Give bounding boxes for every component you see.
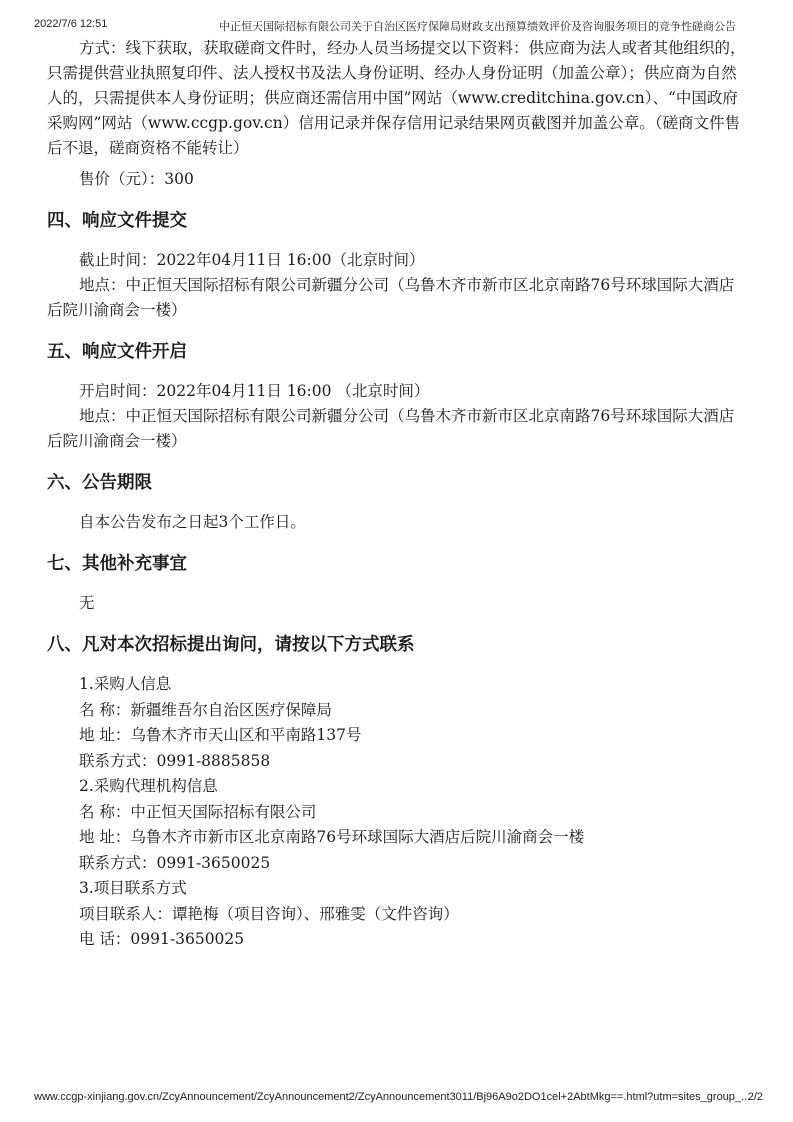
section-heading-notice-period: 六、公告期限 <box>47 473 152 493</box>
project-contact-people: 项目联系人：谭艳梅（项目咨询）、邢雅雯（文件咨询） <box>79 904 459 923</box>
agency-name: 名 称：中正恒天国际招标有限公司 <box>79 802 317 821</box>
section-heading-submission: 四、响应文件提交 <box>47 211 187 231</box>
acquisition-method-text: 方式：线下获取，获取磋商文件时，经办人员当场提交以下资料：供应商为法人或者其他组织的，只需提供营业执照复印件、法人授权书及法人身份证明、经办人身份证明（加盖公章）；供应商为自然人的，只需提供本人身份证明；供应商还需信用中国”网站（www.creditchina.gov.cn）、“中国政府采购网”网站（www.ccgp.gov.cn）信用记录并保存信用记录结果网页截图并加盖公章。（磋商文件售后不退，磋商资格不能转让） <box>47 39 746 157</box>
purchaser-name: 名 称：新疆维吾尔自治区医疗保障局 <box>79 700 332 719</box>
project-contact-title: 3.项目联系方式 <box>79 879 187 897</box>
page-number: 2/2 <box>747 1091 763 1103</box>
purchaser-address: 地 址：乌鲁木齐市天山区和平南路137号 <box>79 726 362 744</box>
section-heading-other-matters: 七、其他补充事宜 <box>47 554 187 574</box>
agency-contact: 联系方式：0991-3650025 <box>79 853 271 872</box>
other-matters-text: 无 <box>79 594 95 612</box>
print-page-title: 中正恒天国际招标有限公司关于自治区医疗保障局财政支出预算绩效评价及咨询服务项目的竞争性磋商公告 <box>219 21 736 33</box>
opening-location: 地点：中正恒天国际招标有限公司新疆分公司（乌鲁木齐市新市区北京南路76号环球国际大酒店后院川渝商会一楼） <box>47 407 735 450</box>
price-text: 售价（元）：300 <box>79 170 194 188</box>
opening-time: 开启时间：2022年04月11日 16:00 （北京时间） <box>79 382 430 400</box>
submission-deadline: 截止时间：2022年04月11日 16:00（北京时间） <box>79 251 425 269</box>
document-body <box>47 36 747 953</box>
notice-period-text: 自本公告发布之日起3个工作日。 <box>79 513 306 531</box>
contact-block <box>47 672 747 953</box>
agency-address: 地 址：乌鲁木齐市新市区北京南路76号环球国际大酒店后院川渝商会一楼 <box>79 828 585 846</box>
purchaser-title: 1.采购人信息 <box>79 675 172 693</box>
purchaser-contact: 联系方式：0991-8885858 <box>79 751 271 770</box>
submission-location: 地点：中正恒天国际招标有限公司新疆分公司（乌鲁木齐市新市区北京南路76号环球国际大酒店后院川渝商会一楼） <box>47 276 735 319</box>
print-datetime: 2022/7/6 12:51 <box>34 18 108 30</box>
agency-title: 2.采购代理机构信息 <box>79 777 218 795</box>
section-heading-contact: 八、凡对本次招标提出询问，请按以下方式联系 <box>47 635 415 655</box>
section-heading-opening: 五、响应文件开启 <box>47 342 187 362</box>
page-url: www.ccgp-xinjiang.gov.cn/ZcyAnnouncement/ZcyAnnouncement2/ZcyAnnouncement3011/Bj96A9o2DO1cel+2AbtMkg==.html?utm=sites_group_... <box>34 1091 751 1103</box>
project-contact-phone: 电 话：0991-3650025 <box>79 930 245 948</box>
